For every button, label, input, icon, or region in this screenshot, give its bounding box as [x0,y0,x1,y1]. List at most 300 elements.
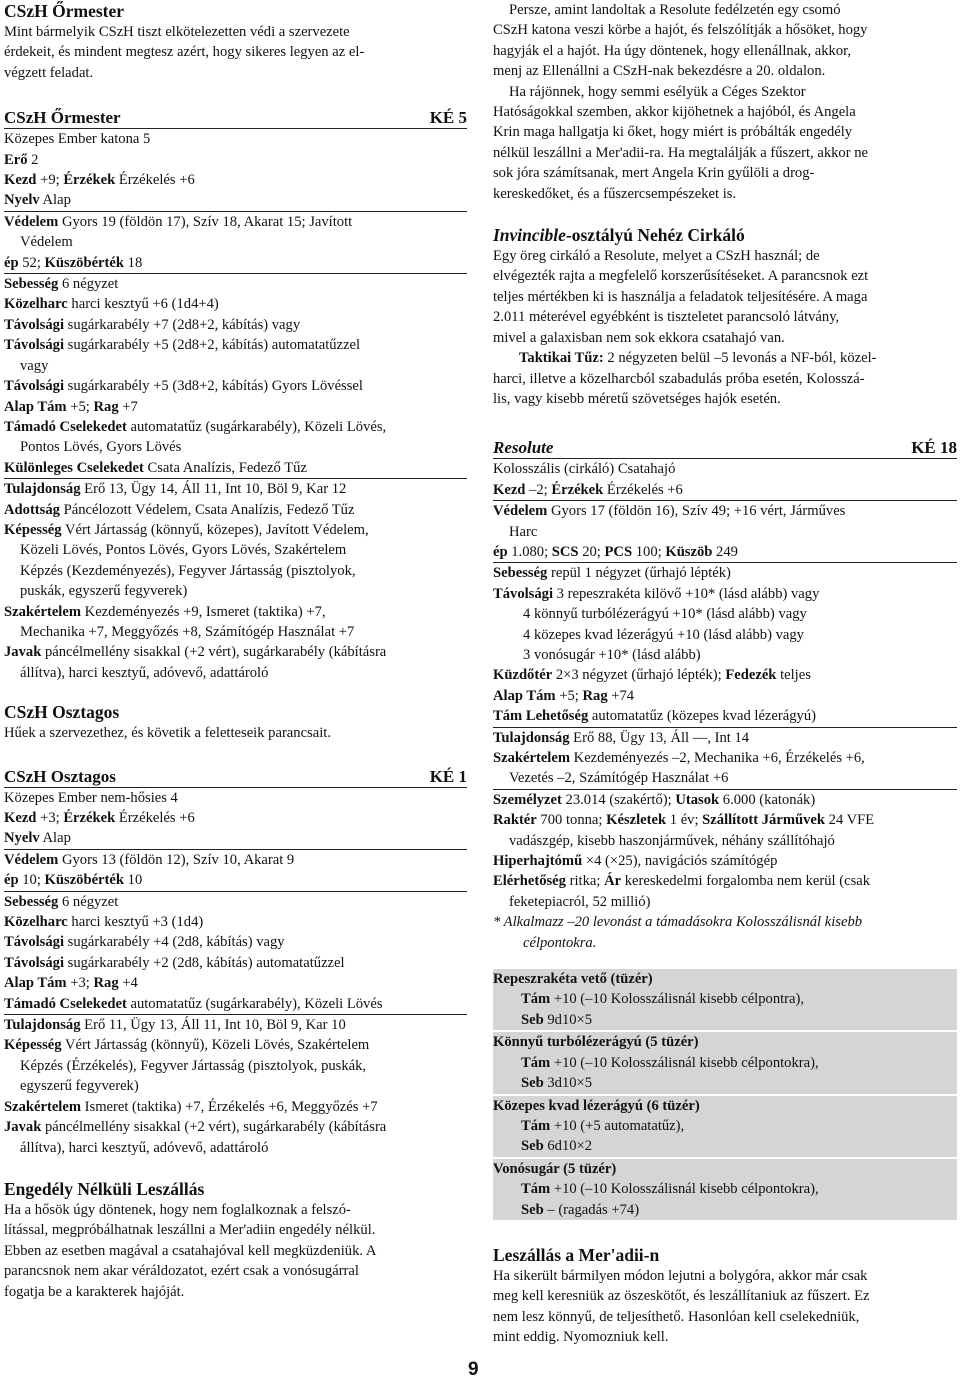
stat-label: Tám [521,1117,551,1134]
stat-value: 249 [712,543,738,560]
stat-line [4,335,467,355]
stat-line [4,891,467,912]
stat-line [4,581,467,601]
stat-line [4,602,467,622]
page-number: 9 [468,1359,479,1380]
stat-line [493,500,957,521]
weapon-entry [493,969,957,1030]
stat-label: Ár [604,873,622,890]
stat-line [493,686,957,706]
tactic-line [493,348,957,368]
stat-line [493,562,957,583]
stat-value: sugárkarabély +5 (3d8+2, kábítás) Gyors Lövéssel [64,378,363,395]
stat-value: sugárkarabély +4 (2d8, kábítás) vagy [64,934,285,951]
stat-label: Szakértelem [4,603,81,620]
stat-value: 9d10×5 [543,1011,593,1028]
persze-text [493,0,957,204]
stat-line [493,665,957,685]
stat-value: Gyors 13 (földön 12), Szív 10, Akarat 9 [58,851,295,868]
stat-value: Vért Jártasság (könnyű), Közeli Lövés, Szakértelem [61,1037,370,1054]
stat-label: Küzdőtér [493,667,553,684]
weapon-stat-line [521,1053,957,1073]
stat-label: Hiperhajtómű [493,853,583,870]
stat-line [4,128,467,149]
stat-label: Tám Lehetőség [493,708,589,725]
text-line: Ebben az esetben magával a csatahajóval kell megküzdeniük. A [4,1242,377,1259]
stat-value: 2×3 négyzet (űrhajó lépték); [552,667,726,684]
leszallas-text [493,1266,957,1348]
stat-line [4,1138,467,1158]
stat-line [4,622,467,642]
stat-label: Személyzet [493,791,562,808]
text-line: kereskedőket, és a fűszercsempészeket is. [493,185,737,202]
ormester-statblock [4,128,467,683]
weapon-title: Vonósugár (5 tüzér) [493,1159,957,1179]
stat-value: 10 [124,872,143,889]
stat-line [4,642,467,662]
stat-value: 1 év; [666,812,703,829]
stat-line [4,1097,467,1117]
stat-value: harci kesztyű +6 (1d4+4) [67,296,219,313]
tactic-text: 2 négyzeten belül –5 levonás a NF-ból, közel- [603,350,877,367]
stat-value: 10; [18,872,45,889]
stat-value: repül 1 négyzet (űrhajó lépték) [547,565,731,582]
stat-value: egyszerű fegyverek) [20,1078,139,1095]
stat-value: vagy [20,357,49,374]
text-line: teljes mértékben ki is használja a feladatok teljesítésére. A maga [493,288,868,305]
stat-value: Erő 13, Ügy 14, Áll 11, Int 10, Böl 9, Kar 12 [80,481,347,498]
stat-value: feketepiacról, 52 millió) [509,893,651,910]
stat-value: +74 [607,687,635,704]
stat-value: Harc [509,523,538,540]
stat-label: Alap Tám [4,975,67,992]
statblock-name: CSzH Őrmester [4,108,121,128]
weapon-stat-line [521,1073,957,1093]
weapon-stat-line [521,1116,957,1136]
weapon-title: Könnyű turbólézerágyú (5 tüzér) [493,1032,957,1052]
stat-value: +10 (+5 automatatűz), [550,1117,685,1134]
stat-label: Nyelv [4,830,40,847]
weapon-entry [493,1032,957,1093]
stat-label: Alap Tám [493,687,556,704]
stat-value: –2; [525,481,552,498]
stat-label: Közelharc [4,914,68,931]
osztagos-statblock [4,787,467,1158]
stat-label: Küszöbérték [44,254,124,271]
stat-label: Raktér [493,812,537,829]
stat-label: Seb [521,1201,544,1218]
stat-value: +5; [555,687,583,704]
weapon-stat-line [521,1200,957,1220]
stat-label: Küszöb [665,543,713,560]
weapon-stats [493,989,957,1030]
stat-value: állítva), harci kesztyű, adóvevő, adattároló [20,1139,269,1156]
stat-line [493,625,957,645]
stat-label: Seb [521,1011,544,1028]
stat-value: 23.014 (szakértő); [561,791,676,808]
stat-value: Kezdeményezés +9, Ismeret (taktika) +7, [81,603,326,620]
stat-value: Védelem [20,234,73,251]
stat-value: állítva), harci kesztyű, adóvevő, adattároló [20,664,269,681]
stat-label: Támadó Cselekedet [4,418,127,435]
stat-label: SCS [551,543,579,560]
stat-value: 6d10×2 [543,1138,593,1155]
stat-value: 3d10×5 [543,1075,593,1092]
stat-label: Tulajdonság [4,481,81,498]
stat-label: Védelem [4,851,59,868]
stat-value: Képzés (Kezdeményezés), Fegyver Jártasság (pisztolyok, [20,562,356,579]
stat-label: Rag [93,398,119,415]
stat-line [4,870,467,890]
stat-value: Vezetés –2, Számítógép Használat +6 [509,770,729,787]
stat-line [4,294,467,314]
stat-value: 1.080; [507,543,552,560]
stat-value: Érzékelés +6 [115,172,195,189]
stat-value: automatatűz (sugárkarabély), Közeli Lövés [126,995,383,1012]
stat-line [4,808,467,828]
text-line: Krin maga hallgatja ki őket, hogy miért is próbálták engedély [493,124,853,141]
right-column [493,0,957,1348]
statblock-ke: KÉ 1 [429,766,467,786]
stat-line [4,170,467,190]
text-line: elvégezték rajta a megfelelő korszerűsítéseket. A parancsnok ezt [493,268,869,285]
stat-line [4,253,467,273]
stat-label: Érzékek [63,810,116,826]
stat-line [493,604,957,624]
stat-value: Vért Jártasság (könnyű, közepes), Javított Védelem, [61,521,369,538]
stat-label: Javak [4,1119,42,1136]
weapons-table [493,969,957,1220]
stat-value: 18 [124,254,143,271]
weapon-stats [493,1179,957,1220]
stat-value: teljes [776,667,811,684]
stat-label: Javak [4,644,42,661]
stat-line [493,522,957,542]
stat-value: 2 [27,151,39,168]
stat-line [493,458,957,479]
stat-line [4,458,467,478]
stat-label: ép [4,872,19,889]
stat-value: Erő 11, Ügy 13, Áll 11, Int 10, Böl 9, Kar 10 [80,1017,346,1034]
stat-line [493,584,957,604]
stat-value: Gyors 17 (földön 16), Szív 49; +16 vért, Járműves [547,503,846,520]
stat-line [4,1117,467,1137]
stat-label: Távolsági [4,954,65,971]
stat-line [4,190,467,210]
stat-value: +5; [66,398,94,415]
stat-value: 700 tonna; [536,812,607,829]
weapon-title: Repeszrakéta vető (tüzér) [493,969,957,989]
weapon-entry [493,1096,957,1157]
stat-label: Utasok [675,791,720,808]
statblock-ke: KÉ 5 [429,108,467,128]
stat-label: Sebesség [493,565,548,582]
invincible-text [493,246,957,409]
weapon-stats [493,1053,957,1094]
stat-value: sugárkarabély +5 (2d8+2, kábítás) automatatűzzel [64,337,361,354]
stat-label: ép [493,543,508,560]
stat-line [4,561,467,581]
stat-label: Képesség [4,1037,62,1054]
text-line: parancsnok nem akar véráldozatot, ezért csak a vonósugárral [4,1263,359,1280]
stat-value: 52; [18,254,45,271]
stat-value: automatatűz (sugárkarabély), Közeli Lövés, [126,418,387,435]
stat-line [493,480,957,500]
stat-line [4,211,467,232]
text-line: Ha rájönnek, hogy semmi esélyük a Céges Szektor [509,83,806,100]
stat-line [4,787,467,808]
text-line: mivel a galaxisban nem sok ekkora csatahajó van. [493,329,785,346]
stat-value: 3 vonósugár +10* (lásd alább) [523,646,701,663]
stat-value: sugárkarabély +2 (2d8, kábítás) automatatűzzel [64,954,345,971]
stat-label: Érzékek [63,172,116,189]
text-line: érdekeit, és mindent megtesz azért, hogy sikeres legyen az el- [4,44,365,61]
stat-value: sugárkarabély +7 (2d8+2, kábítás) vagy [64,316,301,333]
left-column [4,0,467,1302]
stat-label: Küszöbérték [44,872,124,889]
stat-value: páncélmellény sisakkal (+2 vért), sugárkarabély (kábításra [41,1119,387,1136]
stat-value: +3; [66,975,94,992]
stat-label: Szállított Járművek [702,812,825,829]
stat-label: Rag [93,975,119,992]
resolute-statblock [493,458,957,912]
stat-label: Távolsági [493,585,554,602]
weapon-stat-line [521,1136,957,1156]
stat-value: Alap [39,830,71,847]
stat-value: Erő 88, Ügy 13, Áll —, Int 14 [569,729,750,746]
title-italic: Invincible [493,225,566,246]
stat-value: Érzékelés +6 [603,481,683,498]
text-line: 2.011 méterével egyébként is tiszteletet parancsoló látvány, [493,309,840,326]
text-line: végzett feladat. [4,64,94,81]
stat-line [4,1014,467,1035]
weapon-stat-line [521,989,957,1009]
stat-value: 6.000 (katonák) [719,791,816,808]
stat-value: ritka; [565,873,605,890]
stat-label: Tám [521,1054,551,1071]
stat-line [493,768,957,788]
stat-line [4,663,467,683]
stat-label: Szakértelem [4,1098,81,1115]
stat-value: – (ragadás +74) [543,1201,640,1218]
text-line: sok jóra számítsanak, mert Angela Krin gyűlöli a drog- [493,165,815,182]
stat-line [4,953,467,973]
stat-value: Pontos Lövés, Gyors Lövés [20,439,182,456]
stat-line [4,437,467,457]
stat-line [4,932,467,952]
stat-line [493,831,957,851]
stat-value: Kezdeményezés –2, Mechanika +6, Érzékelés +6, [570,750,865,766]
stat-value: kereskedelmi forgalomba nem kerül (csak [621,873,871,890]
stat-line [4,540,467,560]
note-line: célpontokra. [523,934,597,951]
text-line: Ha a hősök úgy döntenek, hogy nem foglalkoznak a felszó- [4,1201,351,1218]
stat-value: Közepes Ember nem-hősies 4 [4,789,178,806]
stat-line [493,542,957,562]
stat-value: Képzés (Érzékelés), Fegyver Jártasság (pisztolyok, puskák, [20,1057,367,1074]
statblock-name: Resolute [493,438,554,458]
stat-label: Távolsági [4,316,65,333]
stat-line [4,417,467,437]
stat-value: 6 négyzet [58,276,119,293]
stat-label: Védelem [493,503,548,520]
stat-label: Távolsági [4,337,65,354]
stat-line [4,973,467,993]
text-line: nem lesz könnyű, de teljesíthető. Hasonlóan kell cselekedniük, [493,1308,860,1325]
weapon-stats [493,1116,957,1157]
engedely-title: Engedély Nélküli Leszállás [4,1178,205,1199]
text-line: harci, illetve a közelharcból szabadulás próba esetén, Kolosszá- [493,370,865,387]
stat-value: Közeli Lövés, Pontos Lövés, Gyors Lövés, Szakértelem [20,542,347,559]
stat-line [4,315,467,335]
stat-line [493,871,957,891]
stat-label: Seb [521,1138,544,1155]
stat-line [4,273,467,294]
stat-line [4,356,467,376]
stat-label: Alap Tám [4,398,67,415]
engedely-text [4,1200,467,1302]
stat-label: Kezd [4,810,37,826]
stat-line [493,748,957,768]
text-line: Hűek a szervezethez, és követik a feletteseik parancsait. [4,725,331,742]
stat-label: Erő [4,151,28,168]
stat-value: Mechanika +7, Meggyőzés +8, Számítógép Használat +7 [20,623,355,640]
stat-label: PCS [604,543,633,560]
leszallas-title: Leszállás a Mer'adii-n [493,1244,660,1265]
stat-value: +10 (–10 Kolosszálisnál kisebb célpontra), [550,991,805,1008]
text-line: Persze, amint landoltak a Resolute fedélzetén egy csomó [509,2,841,18]
stat-line [4,828,467,848]
stat-value: +4 [118,975,138,992]
stat-line [493,810,957,830]
stat-value: 6 négyzet [58,893,119,910]
stat-line [493,727,957,748]
stat-value: automatatűz (közepes kvad lézerágyú) [588,708,816,725]
stat-label: Különleges Cselekedet [4,459,144,476]
stat-label: Kezd [493,481,526,498]
stat-label: Seb [521,1075,544,1092]
stat-label: Képesség [4,521,62,538]
note-line: * Alkalmazz –20 levonást a támadásokra Kolosszálisnál kisebb [493,914,863,931]
stat-label: Tám [521,991,551,1008]
text-line: lis, vagy kisebb méretű szövetséges hajók esetén. [493,390,781,407]
stat-value: Kolosszális (cirkáló) Csatahajó [493,461,676,478]
text-line: menj az Ellenállni a CSzH-nak bekezdésre a 20. oldalon. [493,63,826,80]
weapon-stat-line [521,1010,957,1030]
stat-line [4,1076,467,1096]
stat-label: Távolsági [4,378,65,395]
stat-label: Sebesség [4,893,59,910]
statblock-name: CSzH Osztagos [4,766,116,786]
stat-value: Közepes Ember katona 5 [4,131,151,148]
stat-line [4,849,467,870]
stat-label: Védelem [4,213,59,230]
statblock-ke: KÉ 18 [911,438,957,458]
stat-line [493,706,957,726]
weapon-entry [493,1159,957,1220]
stat-value: 3 repeszrakéta kilövő +10* (lásd alább) vagy [553,585,820,602]
stat-line [4,232,467,252]
stat-line [493,851,957,871]
stat-label: Kezd [4,172,37,189]
title-rest: -osztályú Nehéz Cirkáló [565,225,745,246]
stat-value: Alap [39,192,71,209]
text-line: Mint bármelyik CSzH tiszt elkötelezetten védi a szervezete [4,24,350,40]
stat-value: vadászgép, kisebb haszonjárművek, néhány szállítóhajó [509,832,835,849]
stat-line [4,520,467,540]
invincible-title [493,224,957,246]
stat-value: 4 közepes kvad lézerágyú +10 (lásd alább) vagy [523,626,804,643]
stat-value: ×4 (×25), navigációs számítógép [582,853,778,870]
stat-label: Fedezék [725,667,777,684]
resolute-statblock-header [493,437,957,458]
stat-label: Tulajdonság [493,729,570,746]
stat-label: Tám [521,1181,551,1198]
stat-label: Sebesség [4,276,59,293]
text-line: meg kell keresniük az öszeskötőt, és leszállítaniuk az fűszert. Ez [493,1288,870,1305]
stat-label: Készletek [606,812,667,829]
stat-line [4,1035,467,1055]
stat-label: Adottság [4,501,60,518]
text-line: hagyják el a hajót. Ha úgy döntenek, hogy ellenállnak, akkor, [493,42,852,59]
stat-line [493,892,957,912]
stat-value: +7 [118,398,138,415]
stat-value: +9; [36,172,64,189]
text-line: nélkül leszállni a Mer'adii-ra. Ha megtalálják a fűszert, akkor ne [493,144,869,161]
stat-label: ép [4,254,19,271]
weapon-title: Közepes kvad lézerágyú (6 tüzér) [493,1096,957,1116]
ormester-statblock-header [4,107,467,128]
stat-line [4,397,467,417]
stat-label: Szakértelem [493,750,570,766]
stat-value: puskák, egyszerű fegyverek) [20,583,188,600]
stat-value: +3; [36,810,64,826]
text-line: Ha sikerült bármilyen módon lejutni a bolygóra, akkor már csak [493,1267,868,1284]
text-line: Hatóságokkal szemben, akkor kijöhetnek a hajóból, és Angela [493,104,856,121]
stat-value: +10 (–10 Kolosszálisnál kisebb célpontokra), [550,1054,819,1071]
stat-line [4,500,467,520]
text-line: mint eddig. Nyomozniuk kell. [493,1329,669,1346]
stat-line [4,376,467,396]
weapon-stat-line [521,1179,957,1199]
stat-line [4,994,467,1014]
stat-line [493,645,957,665]
stat-value: Gyors 19 (földön 17), Szív 18, Akarat 15; Javított [58,213,353,230]
stat-label: Támadó Cselekedet [4,995,127,1012]
ormester-intro-text [4,22,467,83]
ormester-intro-title: CSzH Őrmester [4,1,125,21]
resolute-note [493,912,957,953]
stat-value: harci kesztyű +3 (1d4) [67,914,204,931]
tactic-label: Taktikai Tűz: [519,350,604,367]
stat-line [493,789,957,810]
text-line: lítással, megpróbálhatnak leszállni a Mer'adiin engedély nélkül. [4,1222,376,1239]
stat-label: Közelharc [4,296,68,313]
text-line: fogatja be a karakterek hajóját. [4,1283,185,1300]
stat-label: Tulajdonság [4,1017,81,1034]
stat-label: Rag [582,687,608,704]
stat-label: Érzékek [551,481,604,498]
text-line: CSzH katona veszi körbe a hajót, és felszólítják a hősöket, hogy [493,22,868,39]
stat-line [4,1056,467,1076]
osztagos-intro-title: CSzH Osztagos [4,702,120,723]
stat-value: Páncélozott Védelem, Csata Analízis, Fedező Tűz [59,501,355,518]
stat-label: Nyelv [4,192,40,209]
stat-value: páncélmellény sisakkal (+2 vért), sugárkarabély (kábításra [41,644,387,661]
stat-value: Ismeret (taktika) +7, Érzékelés +6, Meggyőzés +7 [81,1098,378,1115]
stat-label: Elérhetőség [493,873,566,890]
stat-line [4,478,467,499]
